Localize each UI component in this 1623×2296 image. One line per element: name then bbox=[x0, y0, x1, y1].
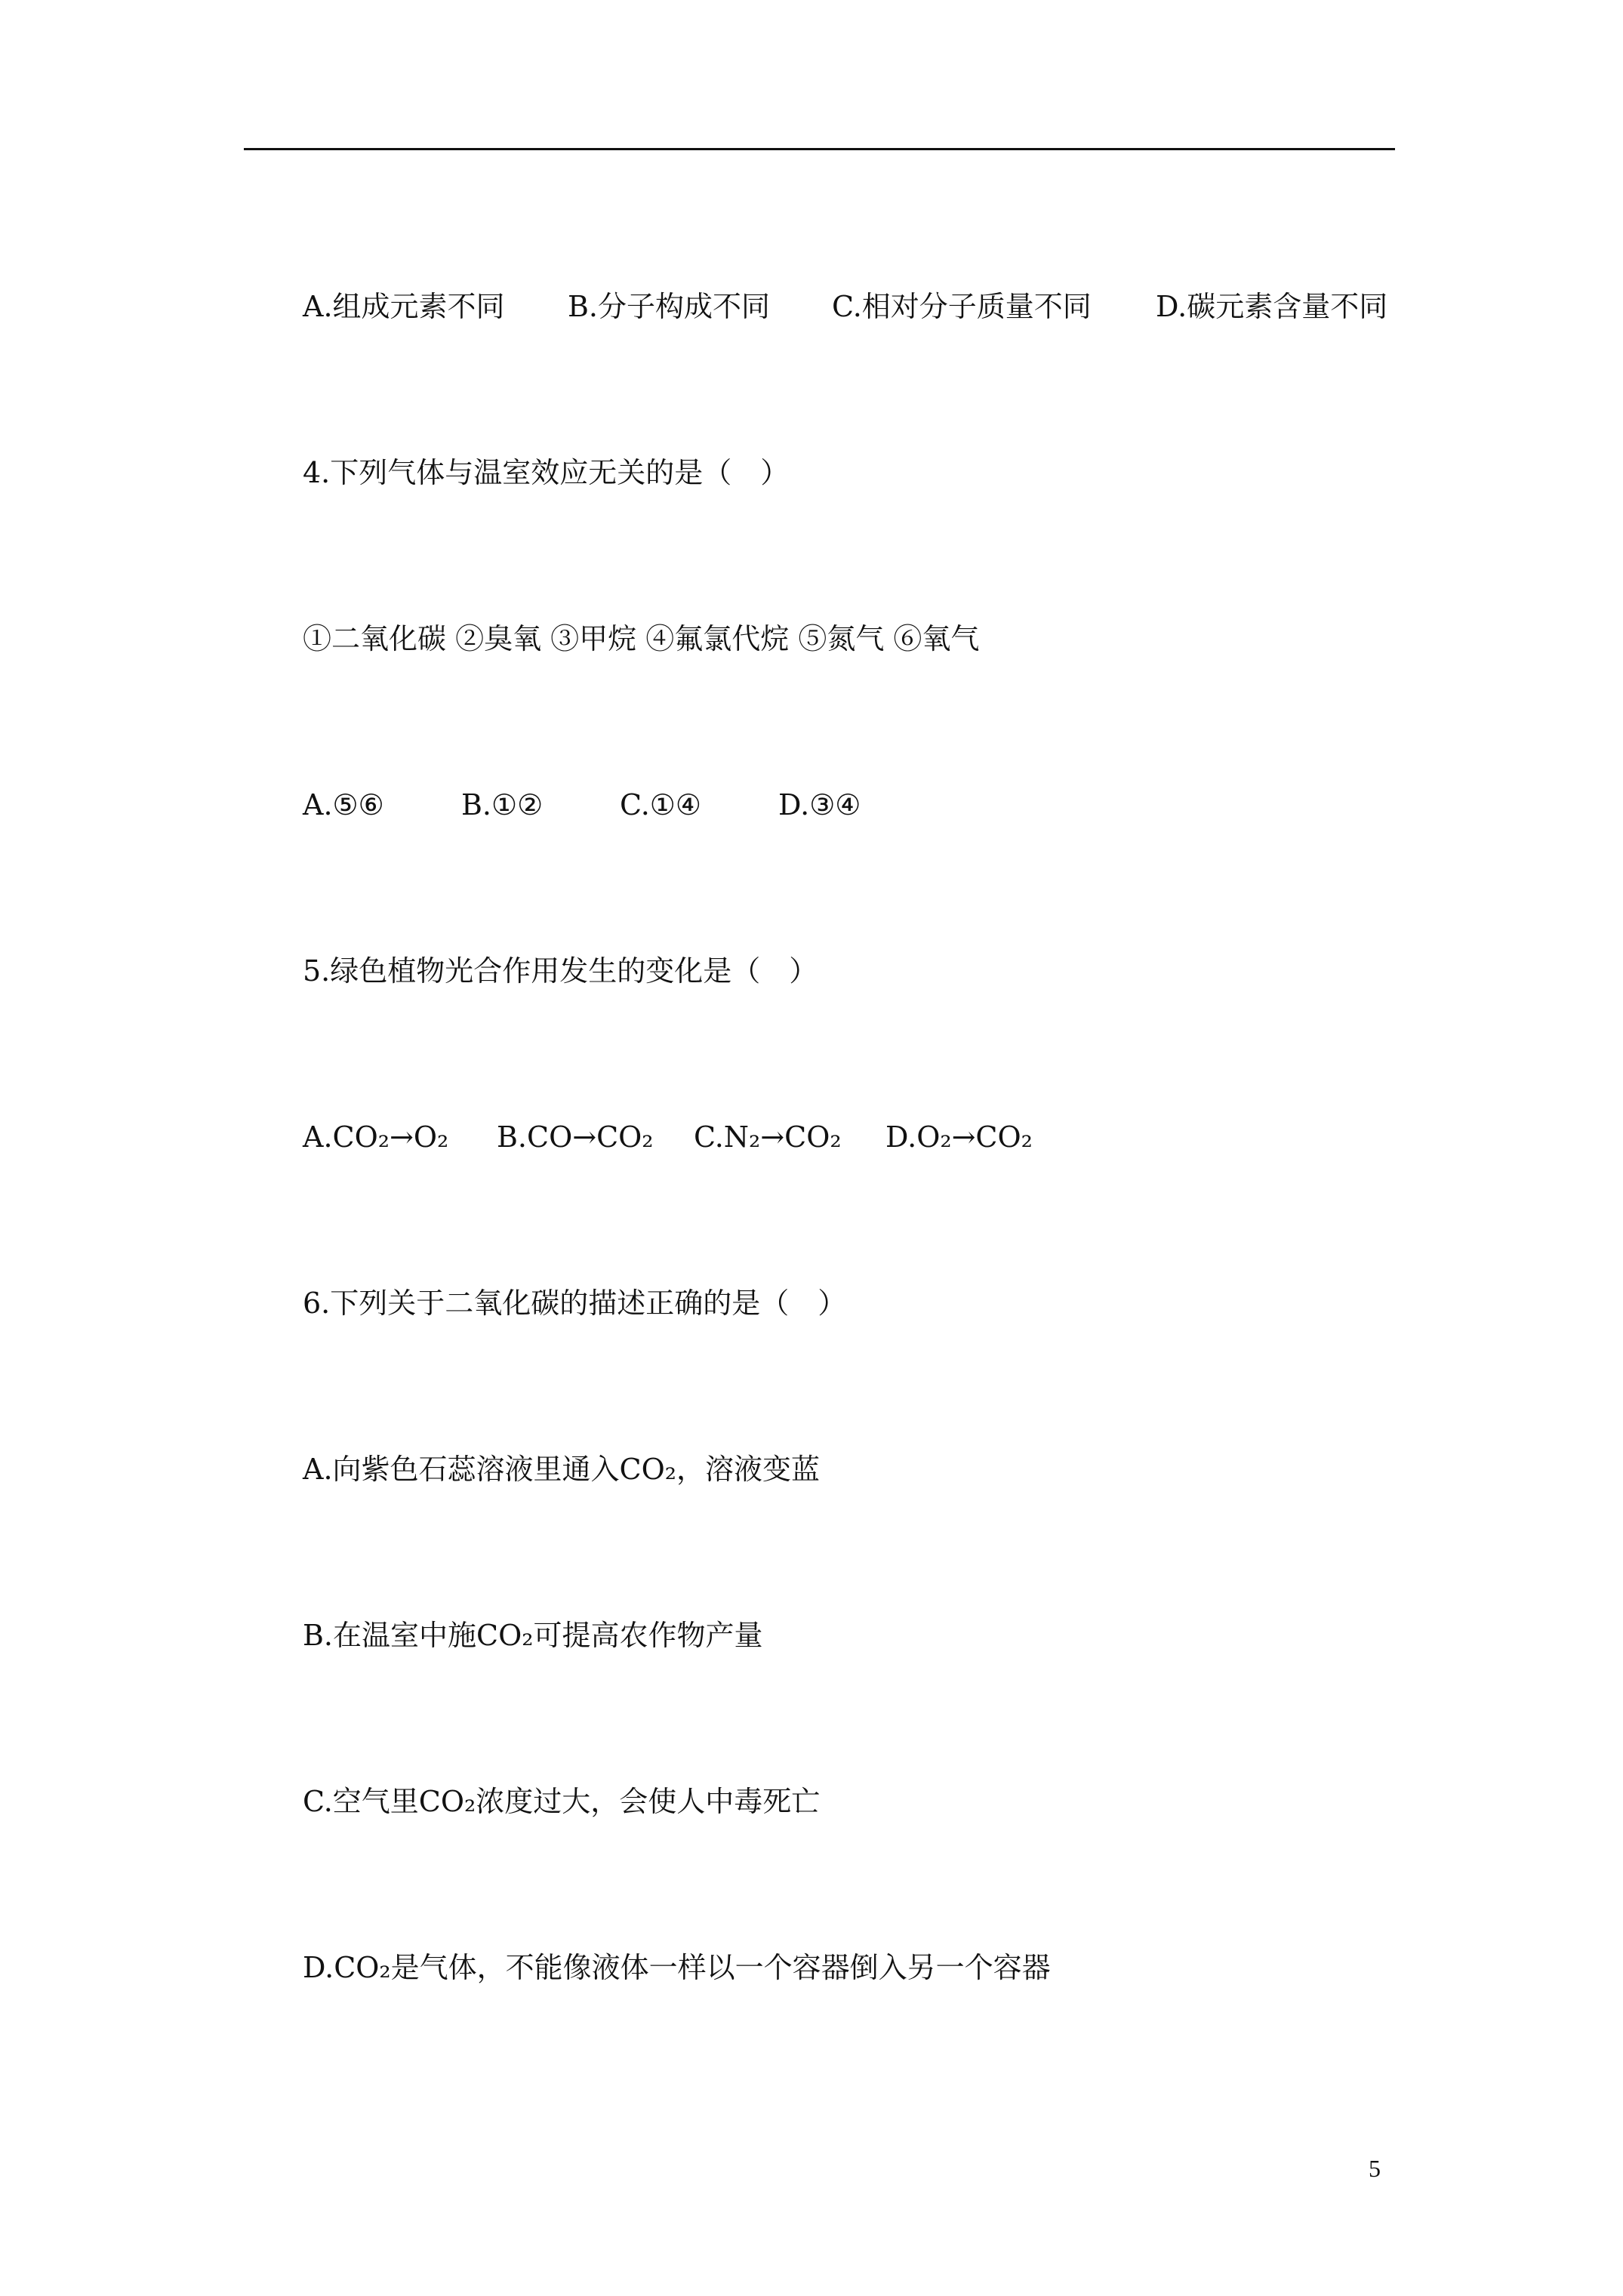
header-rule bbox=[244, 148, 1395, 150]
q5-option-a: A.CO₂→O₂ bbox=[303, 1120, 449, 1154]
question-6-stem: 6.下列关于二氧化碳的描述正确的是（ ） bbox=[303, 1287, 847, 1320]
q5-option-b: B.CO→CO₂ bbox=[497, 1120, 654, 1154]
q4-option-c: C.①④ bbox=[620, 788, 701, 821]
q4-option-a: A.⑤⑥ bbox=[303, 788, 384, 821]
q3-option-c: C.相对分子质量不同 bbox=[832, 290, 1092, 323]
question-5-stem: 5.绿色植物光合作用发生的变化是（ ） bbox=[303, 954, 818, 988]
q6-option-d: D.CO₂是气体，不能像液体一样以一个容器倒入另一个容器 bbox=[303, 1951, 1051, 1984]
q6-option-c: C.空气里CO₂浓度过大，会使人中毒死亡 bbox=[303, 1785, 821, 1818]
question-4-stem: 4.下列气体与温室效应无关的是（ ） bbox=[303, 456, 790, 489]
q4-option-d: D.③④ bbox=[778, 788, 861, 821]
q3-option-a: A.组成元素不同 bbox=[303, 290, 505, 323]
q6-option-b: B.在温室中施CO₂可提高农作物产量 bbox=[303, 1619, 763, 1652]
q5-option-c: C.N₂→CO₂ bbox=[694, 1120, 842, 1154]
q4-option-b: B.①② bbox=[461, 788, 544, 821]
question-4-items: ①二氧化碳 ②臭氧 ③甲烷 ④氟氯代烷 ⑤氮气 ⑥氧气 bbox=[303, 622, 980, 655]
q6-option-a: A.向紫色石蕊溶液里通入CO₂，溶液变蓝 bbox=[303, 1453, 820, 1486]
q3-option-d: D.碳元素含量不同 bbox=[1156, 290, 1388, 323]
q5-option-d: D.O₂→CO₂ bbox=[885, 1120, 1033, 1154]
q3-option-b: B.分子构成不同 bbox=[568, 290, 771, 323]
page-number: 5 bbox=[1369, 2155, 1381, 2182]
